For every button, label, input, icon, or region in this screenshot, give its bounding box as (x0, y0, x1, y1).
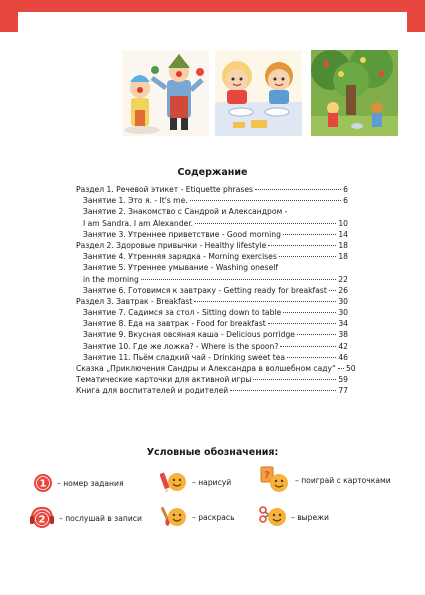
toc-entry-text: Раздел 1. Речевой этикет - Etiquette phrases (76, 185, 253, 194)
task-number-badge: 1 (39, 478, 47, 490)
toc-entry-text: Занятие 9. Вкусная овсяная каша - Delicious porridge (83, 330, 295, 340)
toc-leader-dots (279, 256, 337, 257)
magic-garden-illustration (311, 50, 398, 136)
toc-entry-text: Занятие 1. Это я. - It's me. (83, 196, 188, 206)
toc-page-number: 30 (338, 308, 348, 318)
toc-entry-text: I am Sandra. I am Alexander. (83, 218, 194, 228)
toc-page-number: 26 (338, 285, 348, 295)
toc-entry-text: Занятие 2. Знакомство с Сандрой и Александром - (83, 207, 288, 217)
toc-page-number: 22 (338, 274, 348, 284)
toc-entry-text: Книга для воспитателей и родителей (76, 386, 229, 396)
toc-leader-dots (190, 200, 342, 201)
toc-row (76, 218, 348, 229)
listen-number-badge: 2 (38, 514, 46, 526)
toc-page-number: 42 (338, 341, 348, 351)
legend-title: Условные обозначения: (146, 447, 279, 458)
toc-row (76, 229, 348, 240)
toc-entry-text: Занятие 8. Еда на завтрак - Food for breakfast (83, 319, 266, 329)
toc-row (76, 240, 348, 251)
legend-color (160, 505, 235, 529)
toc-row (76, 318, 348, 329)
toc-page-number: 46 (338, 352, 348, 362)
scissors-smiley-icon (259, 505, 287, 529)
toc-entry-text: Занятие 10. Где же ложка? - Where is the spoon? (83, 341, 279, 351)
legend-play-cards (259, 466, 391, 494)
legend-label: – нарисуй (192, 477, 232, 487)
toc-page-number: 18 (338, 240, 348, 250)
toc-entry-text: Раздел 3. Завтрак - Breakfast (76, 296, 193, 306)
toc-entry-text: Занятие 3. Утреннее приветствие - Good morning (83, 229, 281, 239)
toc-row (76, 374, 348, 385)
toc-page-number: 10 (338, 218, 348, 228)
toc-leader-dots (195, 223, 336, 224)
toc-row (76, 195, 348, 206)
legend-listen (29, 506, 142, 530)
brush-smiley-icon (160, 505, 188, 529)
legend-label: – номер задания (57, 478, 124, 488)
toc-title: Содержание (177, 167, 248, 178)
clown-juggling-illustration (122, 50, 209, 136)
toc-page-number: 34 (338, 319, 348, 329)
toc-leader-dots (268, 323, 337, 324)
toc-leader-dots (253, 379, 336, 380)
toc-leader-dots (230, 390, 336, 391)
legend-draw (160, 470, 231, 494)
toc-leader-dots (268, 245, 336, 246)
toc-entry-text: Занятие 7. Садимся за стол - Sitting down to table (83, 308, 282, 318)
toc-entry-text: Занятие 4. Утренняя зарядка - Morning exercises (83, 252, 277, 262)
toc-entry-text: Занятие 6. Готовимся к завтраку - Getting ready for breakfast (83, 285, 327, 295)
legend-label: – раскрась (192, 512, 235, 522)
toc-row (76, 363, 356, 374)
question-card-smiley-icon (259, 466, 291, 494)
toc-page-number: 38 (338, 330, 348, 340)
toc-page-number: 18 (338, 252, 348, 262)
toc-leader-dots (283, 234, 336, 235)
toc-leader-dots (338, 368, 344, 369)
toc-leader-dots (255, 189, 341, 190)
red-circle-number-icon (33, 473, 53, 493)
legend-label: – послушай в записи (59, 513, 142, 523)
toc-row (76, 206, 348, 217)
toc-leader-dots (141, 279, 337, 280)
toc-leader-dots (287, 357, 336, 358)
toc-page-number: 50 (345, 364, 356, 373)
toc-leader-dots (194, 301, 336, 302)
toc-entry-text: Сказка „Приключения Сандры и Александра в волшебном саду“ (76, 364, 336, 373)
toc-page-number: 6 (343, 196, 348, 206)
legend-cut (259, 505, 329, 529)
toc-entry-text: Занятие 11. Пьём сладкий чай - Drinking sweet tea (83, 352, 286, 362)
table-of-contents (76, 184, 356, 397)
toc-row (76, 341, 348, 352)
toc-row (76, 274, 348, 285)
legend-task-number (33, 473, 124, 493)
toc-row (76, 262, 348, 273)
headphones-number-icon (29, 506, 55, 530)
toc-leader-dots (297, 334, 336, 335)
toc-entry-text: in the morning (83, 274, 139, 284)
toc-leader-dots (280, 346, 336, 347)
children-breakfast-illustration (215, 50, 302, 136)
toc-entry-text: Раздел 2. Здоровые привычки - Healthy lifestyle (76, 240, 267, 250)
toc-leader-dots (329, 290, 337, 291)
toc-row (76, 296, 348, 307)
toc-page-number: 59 (338, 375, 348, 385)
toc-row (76, 385, 348, 396)
toc-row (76, 251, 348, 262)
toc-row (76, 285, 348, 296)
toc-row (76, 352, 348, 363)
toc-entry-text: Занятие 5. Утреннее умывание - Washing oneself (83, 263, 279, 273)
toc-entry-text: Тематические карточки для активной игры (76, 375, 252, 385)
legend-label: – поиграй с карточками (295, 475, 391, 485)
toc-row (76, 329, 348, 340)
toc-page-number: 77 (338, 386, 348, 396)
toc-page-number: 14 (338, 229, 348, 239)
toc-leader-dots (283, 312, 336, 313)
toc-row (76, 307, 348, 318)
toc-row (76, 184, 348, 195)
pencil-smiley-icon (160, 470, 188, 494)
toc-page-number: 6 (343, 185, 348, 194)
legend-label: – вырежи (291, 512, 329, 522)
toc-page-number: 30 (338, 296, 348, 306)
svg-text:?: ? (264, 470, 270, 481)
